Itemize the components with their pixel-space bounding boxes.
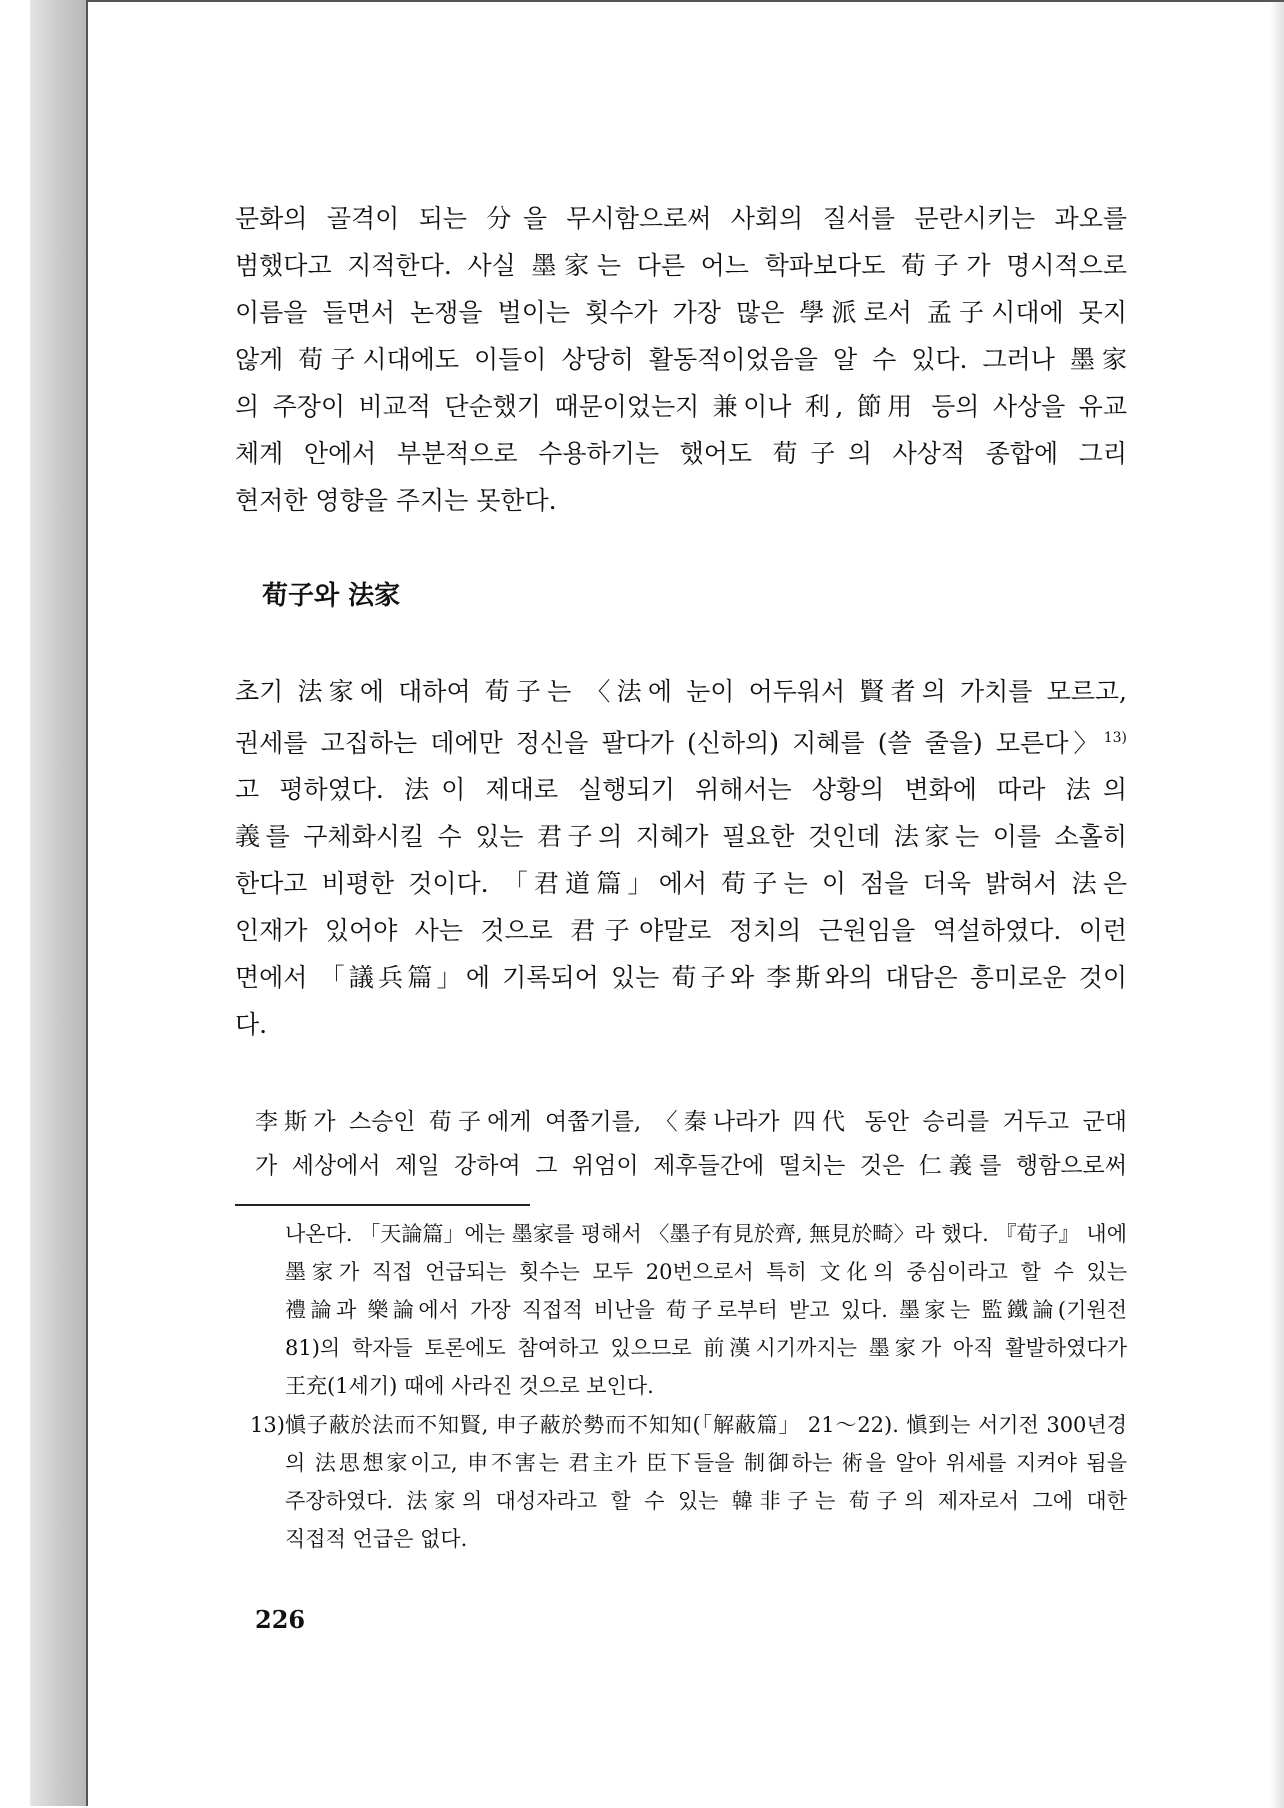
footnote-line: 나온다. 「天論篇」에는 墨家를 평해서 〈墨子有見於齊, 無見於畸〉라 했다. 『荀子』 내에 [285,1222,1127,1246]
paragraph-1 [235,195,1127,524]
paragraph-line: 면에서 「議兵篇」에 기록되어 있는 荀子와 李斯와의 대담은 흥미로운 것이 [235,963,1127,993]
footnote-number: 13) [250,1413,285,1437]
paragraph-line-with-footnote [235,715,1127,766]
paragraph-2 [235,668,1127,1048]
footnote-line: 愼子蔽於法而不知賢, 申子蔽於勢而不知知(「解蔽篇」 21～22). 愼到는 서기전 300년경 [285,1413,1127,1437]
paragraph-line: 義를 구체화시킬 수 있는 君子의 지혜가 필요한 것인데 法家는 이를 소홀히 [235,822,1127,852]
footnote-line: 의 法思想家이고, 申不害는 君主가 臣下들을 制御하는 術을 알아 위세를 지켜야 됨을 [285,1451,1127,1475]
paragraph-line: 다. [235,1010,268,1040]
page-edge-shadow [1270,2,1284,1808]
paragraph-line: 않게 荀子시대에도 이들이 상당히 활동적이었음을 알 수 있다. 그러나 墨家 [235,345,1127,374]
footnote-line: 王充(1세기) 때에 사라진 것으로 보인다. [285,1374,654,1398]
paragraph-line: 이름을 들면서 논쟁을 벌이는 횟수가 가장 많은 學派로서 孟子시대에 못지 [235,298,1127,327]
paragraph-line: 초기 法家에 대하여 荀子는 〈法에 눈이 어두워서 賢者의 가치를 모르고, [235,677,1127,706]
paragraph-line-text: 권세를 고집하는 데에만 정신을 팔다가 (신하의) 지혜를 (쓸 줄을) 모른다〉 [235,728,1104,758]
block-quote [255,1100,1127,1188]
footnote-reference[interactable]: 13) [1103,730,1127,746]
footnote-line: 禮論과 樂論에서 가장 직접적 비난을 荀子로부터 받고 있다. 墨家는 監鐵論(기원전 [285,1298,1127,1322]
paragraph-line: 문화의 골격이 되는 分을 무시함으로써 사회의 질서를 문란시키는 과오를 [235,204,1127,233]
footnote-13 [250,1406,1127,1558]
footnote-continued [285,1215,1127,1405]
paragraph-line: 범했다고 지적한다. 사실 墨家는 다른 어느 학파보다도 荀子가 명시적으로 [235,251,1127,280]
section-heading: 荀子와 法家 [262,581,401,611]
paragraph-line: 현저한 영향을 주지는 못한다. [235,486,557,515]
paragraph-line: 고 평하였다. 法이 제대로 실행되기 위해서는 상황의 변화에 따라 法의 [235,775,1127,805]
paragraph-line: 한다고 비평한 것이다. 「君道篇」에서 荀子는 이 점을 더욱 밝혀서 法은 [235,869,1127,899]
paragraph-line: 인재가 있어야 사는 것으로 君子야말로 정치의 근원임을 역설하였다. 이런 [235,916,1127,946]
paragraph-line: 의 주장이 비교적 단순했기 때문이었는지 兼이나 利, 節用 등의 사상을 유교 [235,392,1127,421]
quote-line: 가 세상에서 제일 강하여 그 위엄이 제후들간에 떨치는 것은 仁義를 행함으로써 [255,1153,1127,1179]
quote-line: 李斯가 스승인 荀子에게 여쭙기를, 〈秦나라가 四代 동안 승리를 거두고 군대 [255,1109,1127,1135]
footnote-line: 墨家가 직접 언급되는 횟수는 모두 20번으로서 특히 文化의 중심이라고 할 수 있는 [285,1260,1127,1284]
footnote-line: 주장하였다. 法家의 대성자라고 할 수 있는 韓非子는 荀子의 제자로서 그에 대한 [285,1489,1127,1513]
book-spine [30,0,88,1806]
footnote-line: 직접적 언급은 없다. [285,1527,468,1551]
paragraph-line: 체계 안에서 부분적으로 수용하기는 했어도 荀子의 사상적 종합에 그리 [235,439,1127,468]
footnote-divider [235,1204,530,1206]
footnote-line: 81)의 학자들 토론에도 참여하고 있으므로 前漢시기까지는 墨家가 아직 활발하였다가 [285,1336,1127,1360]
page-number: 226 [255,1605,306,1634]
